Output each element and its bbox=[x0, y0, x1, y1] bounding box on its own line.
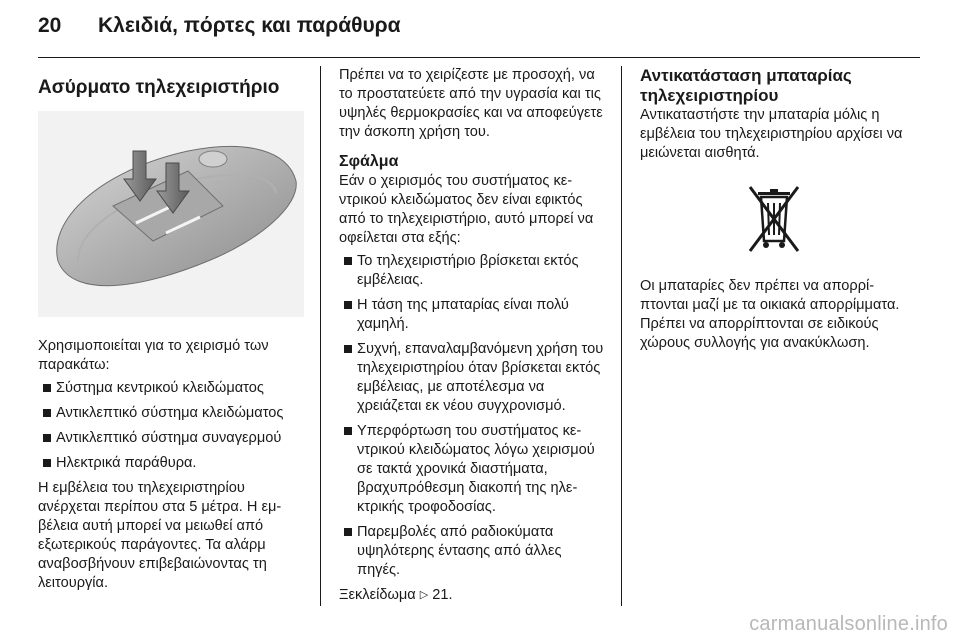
page-header bbox=[38, 14, 401, 44]
list-item: Η τάση της μπαταρίας είναι πολύ χαμηλή. bbox=[339, 296, 605, 334]
care-paragraph: Πρέπει να το χειρίζεστε με προσοχή, να το προστατεύετε από την υγρασία και τις υψηλές θερμοκρασίες και να αποφεύγετε την άσκοπη χρήση του. bbox=[339, 67, 603, 140]
list-item: Αντικλεπτικό σύστημα συναγερμού bbox=[38, 429, 304, 448]
fault-list bbox=[339, 252, 605, 580]
section-heading-remote: Ασύρματο τηλεχειριστήριο bbox=[38, 77, 280, 98]
column-2 bbox=[339, 66, 605, 605]
page-title: Κλειδιά, πόρτες και παράθυρα bbox=[98, 14, 401, 37]
feature-list bbox=[38, 379, 304, 473]
list-item: Ηλεκτρικά παράθυρα. bbox=[38, 454, 304, 473]
battery-replacement-heading: Αντικατάσταση μπαταρίας τηλεχειριστηρίου bbox=[640, 66, 852, 105]
reference-label: Ξεκλείδωμα bbox=[339, 587, 416, 603]
column-divider bbox=[621, 66, 622, 606]
page-number: 20 bbox=[38, 14, 62, 37]
column-divider bbox=[320, 66, 321, 606]
fault-intro: Εάν ο χειρισμός του συστήματος κεντρικού κλειδώματος δεν είναι εφικτός από το τηλεχειριστήριο, αυτό μπορεί να οφείλεται στα εξής: bbox=[339, 173, 594, 246]
list-item: Παρεμβολές από ραδιοκύματα υψηλότερης έντασης από άλλες πηγές. bbox=[339, 523, 605, 580]
disposal-paragraph: Οι μπαταρίες δεν πρέπει να απορρίπτονται μαζί με τα οικιακά απορρίμματα. Πρέπει να απορρίπτονται σε ειδικούς χώρους συλλογής για ανακύκλωση. bbox=[640, 278, 900, 351]
range-paragraph: Η εμβέλεια του τηλεχειριστηρίου ανέρχεται περίπου στα 5 μέτρα. Η εμβέλεια αυτή μπορεί να μειωθεί από εξωτερικούς παράγοντες. Τα αλάρμ αναβοσβήνουν επιβεβαιώνοντας τη λειτουργία. bbox=[38, 480, 282, 591]
list-item: Συχνή, επαναλαμβανόμενη χρήση του τηλεχειριστηρίου όταν βρίσκεται εκτός εμβέλειας, με αποτέλεσμα να χρειάζεται εκ νέου συγχρονισμό. bbox=[339, 340, 605, 416]
column-3 bbox=[640, 66, 908, 353]
list-item: Το τηλεχειριστήριο βρίσκεται εκτός εμβέλειας. bbox=[339, 252, 605, 290]
remote-key-illustration bbox=[38, 111, 304, 317]
fault-heading: Σφάλμα bbox=[339, 153, 399, 170]
list-item: Αντικλεπτικό σύστημα κλειδώματος bbox=[38, 404, 304, 423]
intro-text: Χρησιμοποιείται για το χειρισμό των παρακάτω: bbox=[38, 338, 269, 373]
remote-key-drawing bbox=[38, 111, 304, 317]
column-1 bbox=[38, 66, 304, 593]
list-item: Σύστημα κεντρικού κλειδώματος bbox=[38, 379, 304, 398]
crossed-out-bin-icon bbox=[744, 183, 804, 259]
reference-page: 21. bbox=[432, 587, 453, 603]
watermark: carmanualsonline.info bbox=[749, 613, 948, 635]
cross-reference[interactable] bbox=[339, 586, 605, 605]
list-item: Υπερφόρτωση του συστήματος κεντρικού κλειδώματος λόγω χειρισμού σε τακτά χρονικά διαστήματα, βραχυπρόθεσμη διακοπή της ηλεκτρικής τροφοδοσίας. bbox=[339, 422, 605, 517]
header-rule bbox=[38, 57, 920, 58]
page-reference-arrow-icon: ▷ bbox=[419, 589, 429, 601]
battery-paragraph: Αντικαταστήστε την μπαταρία μόλις η εμβέλεια του τηλεχειριστηρίου αρχίσει να μειώνεται αισθητά. bbox=[640, 107, 903, 161]
